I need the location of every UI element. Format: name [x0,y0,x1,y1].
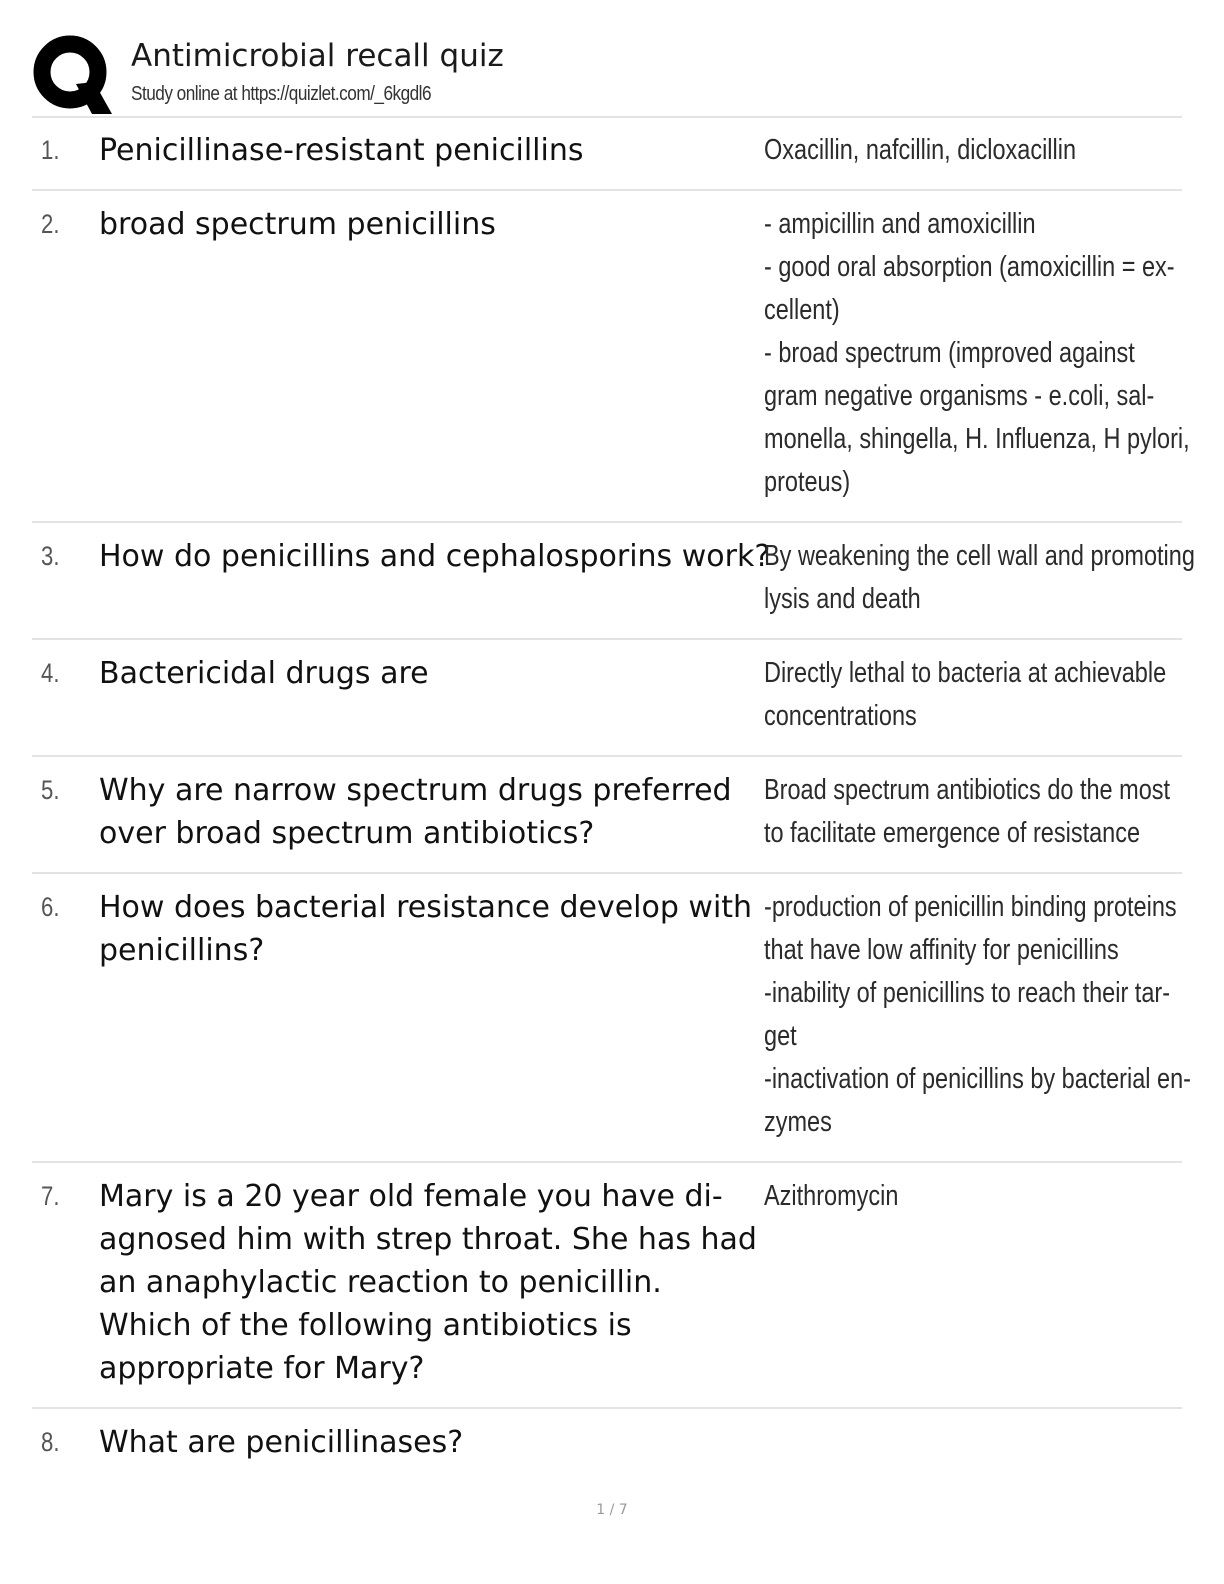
definition-line: - ampicillin and amoxicillin [764,208,1036,240]
card-number: 8. [41,1427,60,1457]
flashcard-row [32,874,1191,1163]
definition-line: -inability of penicillins to reach their tar- [764,977,1171,1009]
flashcard-row [32,523,1195,640]
card-definition [764,652,1167,738]
definition-line: lysis and death [764,583,921,615]
definition-line: Oxacillin, nafcillin, dicloxacillin [764,134,1077,166]
definition-line: Azithromycin [764,1180,899,1212]
card-number: 1. [41,135,60,165]
card-definition [764,203,1190,504]
flashcard-row [32,191,1190,523]
definition-line: - broad spectrum (improved against [764,337,1135,369]
definition-line: - good oral absorption (amoxicillin = ex- [764,251,1175,283]
card-definition [764,535,1195,621]
definition-line: Directly lethal to bacteria at achievable [764,657,1167,689]
definition-line: -production of penicillin binding proteins [764,891,1177,923]
definition-line: monella, shingella, H. Influenza, H pylori, [764,423,1190,455]
card-number: 6. [41,892,60,922]
definition-line: that have low affinity for penicillins [764,934,1119,966]
card-number: 2. [41,209,60,239]
card-term: Penicillinase-resistant penicillins [99,133,584,168]
definition-line: cellent) [764,294,840,326]
page-number: 1 / 7 [596,1502,628,1518]
definition-line: Broad spectrum antibiotics do the most [764,774,1171,806]
definition-line: to facilitate emergence of resistance [764,817,1141,849]
definition-line: By weakening the cell wall and promoting [764,540,1195,572]
card-definition [764,1175,1161,1218]
definition-line: gram negative organisms - e.coli, sal- [764,380,1155,412]
card-term: broad spectrum penicillins [99,207,496,242]
definition-line: -inactivation of penicillins by bacterial en- [764,1063,1191,1095]
card-number: 3. [41,541,60,571]
card-term: How does bacterial resistance develop with penicillins? [99,890,753,968]
definition-line: concentrations [764,700,917,732]
flashcard-row [32,117,1182,191]
flashcard-list [32,117,1195,1483]
definition-line: zymes [764,1106,832,1138]
definition-line: get [764,1020,797,1052]
card-term: Mary is a 20 year old female you have di- agnosed him with strep throat. She has had an anaphylactic reaction to penicillin. Which of the following antibiotics is appropriate for Mary? [99,1179,757,1386]
card-term: Why are narrow spectrum drugs preferred over broad spectrum antibiotics? [99,773,732,851]
card-definition [764,769,1171,855]
card-number: 4. [41,658,60,688]
document-title: Antimicrobial recall quiz [131,38,504,74]
flashcard-row [32,1163,1182,1409]
flashcard-row [32,757,1182,874]
card-term: How do penicillins and cephalosporins work? [99,539,771,574]
card-definition [764,129,1161,172]
flashcard-row [32,1409,1182,1483]
study-online-link-text: Study online at https://quizlet.com/_6kgdl6 [131,83,432,105]
card-number: 7. [41,1181,60,1211]
card-number: 5. [41,775,60,805]
card-definition [764,886,1191,1144]
flashcard-row [32,640,1182,757]
card-term: Bactericidal drugs are [99,656,429,691]
card-term: What are penicillinases? [99,1425,464,1460]
quizlet-q-logo-icon [32,34,112,114]
document-header [32,30,1182,116]
definition-line: proteus) [764,466,851,498]
